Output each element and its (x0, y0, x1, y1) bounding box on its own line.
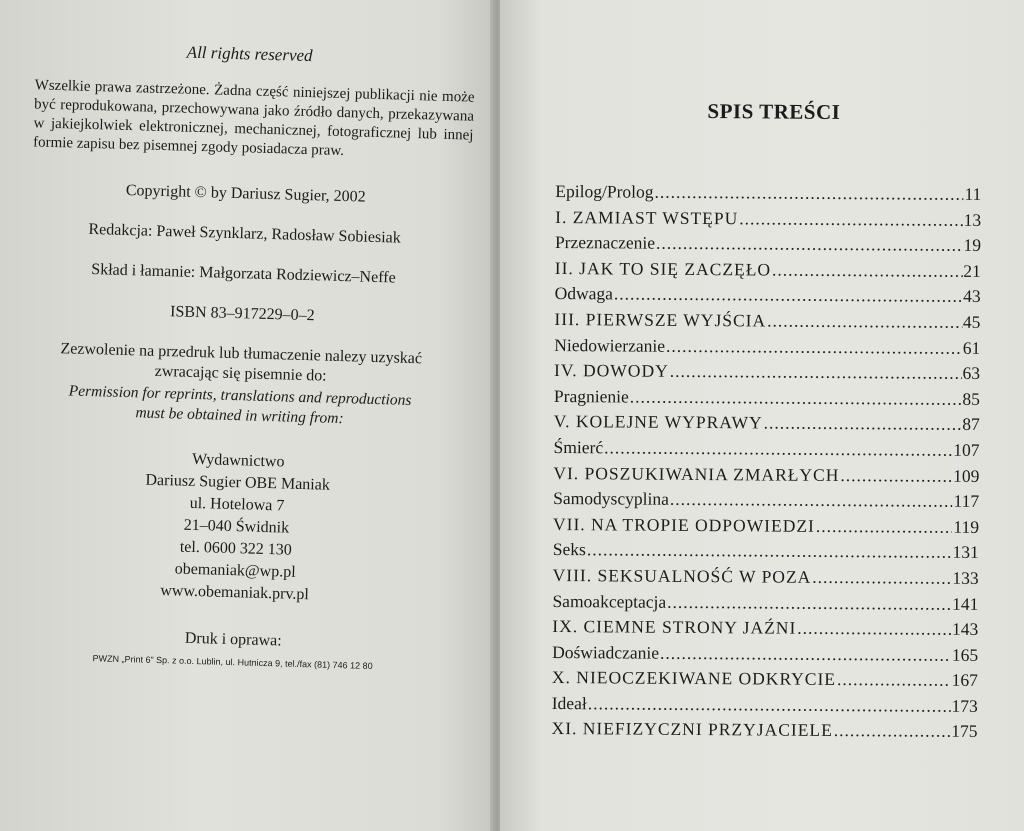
toc-entry-page: 63 (962, 363, 981, 384)
permission-pl-line-2: zwracając się pisemnie do: (154, 362, 327, 385)
toc-entry-page: 19 (963, 235, 982, 256)
print-label: Druk i oprawa: (184, 629, 282, 650)
toc-entry-title: III. PIERWSZE WYJŚCIA (554, 308, 767, 331)
toc-leader-dots (834, 720, 951, 742)
toc-entry-page: 87 (962, 414, 980, 435)
toc-leader-dots (587, 540, 952, 564)
toc-entry (552, 667, 978, 696)
toc-entry (553, 565, 979, 594)
publisher-line: 21–040 Świdnik (183, 516, 290, 537)
toc-entry (555, 207, 981, 236)
toc-entry-title: Epilog/Prolog (555, 180, 654, 202)
toc-leader-dots (670, 489, 953, 512)
toc-entry (555, 258, 981, 287)
toc-entry (552, 590, 978, 619)
toc-leader-dots (666, 335, 962, 358)
publisher-line: tel. 0600 322 130 (179, 538, 293, 559)
toc-entry-page: 173 (951, 695, 978, 716)
toc-entry (554, 335, 980, 364)
toc-entry-page: 143 (951, 618, 979, 640)
toc-entry-page: 21 (963, 260, 981, 281)
toc-entry-title: IX. CIEMNE STRONY JAŹNI (552, 616, 797, 638)
permission-pl-line-1: Zezwolenie na przedruk lub tłumaczenie nalezy uzyskać (60, 340, 423, 368)
toc-entry (554, 309, 980, 338)
left-page (0, 0, 496, 831)
toc-entry-page: 61 (962, 337, 981, 358)
toc-leader-dots (614, 284, 962, 307)
toc-entry-title: II. JAK TO SIĘ ZACZĘŁO (554, 257, 772, 280)
toc-entry-page: 43 (963, 286, 981, 307)
toc-entry-title: Przeznaczenie (554, 232, 656, 253)
publisher-line: ul. Hotelowa 7 (189, 494, 285, 515)
toc-entry-page: 85 (962, 388, 980, 409)
toc-entry-page: 133 (952, 567, 979, 588)
toc-entry (551, 718, 977, 747)
toc-entry-page: 175 (951, 721, 978, 742)
toc-entry-title: Doświadczanie (552, 641, 660, 663)
toc-entry-page: 45 (962, 311, 981, 332)
publisher-line: Dariusz Sugier OBE Maniak (145, 471, 331, 494)
typesetting: Skład i łamanie: Małgorzata Rodziewicz–Neffe (91, 261, 396, 287)
permission-en-line-2: must be obtained in writing from: (135, 404, 344, 428)
toc-leader-dots (767, 310, 962, 332)
toc-entry (555, 232, 981, 261)
toc-leader-dots (816, 516, 953, 538)
toc-leader-dots (840, 465, 952, 487)
toc-entry-title: Seks (552, 539, 586, 560)
rights-reserved-pl: Wszelkie prawa zastrzeżone. Żadna część niniejszej publikacji nie może być reprodukowana, przechowywana jako źródło danych, przekazywana w jakiejkolwiek elektronicznej, mechanicznej, fotograficznej lub innej formie zapisu bez pisemnej zgody posiadacza praw. (32, 77, 475, 160)
toc-entry (552, 693, 978, 722)
toc-entry (553, 539, 979, 568)
rights-reserved-en: All rights reserved (186, 42, 313, 66)
toc-entry-title: I. ZAMIAST WSTĘPU (555, 206, 739, 228)
toc-leader-dots (764, 413, 962, 435)
toc-leader-dots (772, 259, 962, 281)
toc-entry-page: 141 (952, 593, 979, 614)
toc-entry (553, 514, 979, 543)
toc-leader-dots (797, 618, 951, 640)
toc-entry-page: 165 (951, 644, 979, 665)
toc-leader-dots (656, 233, 963, 256)
toc-entry-title: VIII. SEKSUALNOŚĆ W POZA (552, 564, 812, 587)
toc-entry-page: 11 (964, 183, 982, 204)
toc-entry-title: Ideał (551, 692, 587, 714)
toc-entry-title: X. NIEOCZEKIWANE ODKRYCIE (551, 667, 837, 690)
toc-leader-dots (837, 669, 951, 691)
isbn: ISBN 83–917229–0–2 (169, 303, 315, 325)
toc-entry-title: Pragnienie (553, 385, 629, 407)
toc-entry-title: Samoakceptacja (552, 590, 667, 612)
toc-entry-title: VI. POSZUKIWANIA ZMARŁYCH (553, 462, 840, 485)
toc-entry-page: 107 (953, 439, 980, 460)
toc-leader-dots (670, 361, 962, 384)
toc-leader-dots (812, 567, 951, 589)
toc-entry-page: 131 (952, 542, 979, 563)
toc-entry-page: 119 (953, 516, 980, 537)
permission-en-line-1: Permission for reprints, translations and reproductions (68, 382, 412, 410)
publisher-line: Wydawnictwo (191, 450, 285, 471)
printer-info: PWZN „Print 6” Sp. z o.o. Lublin, ul. Hutnicza 9, tel./fax (81) 746 12 80 (92, 653, 373, 672)
toc-entry-title: Niedowierzanie (554, 334, 666, 356)
copyright-page-content (4, 38, 477, 678)
publisher-website: www.obemaniak.prv.pl (160, 582, 310, 604)
toc-entry (553, 488, 979, 517)
toc-entry-page: 13 (963, 209, 982, 230)
publisher-address (6, 444, 466, 611)
toc-entry-title: XI. NIEFIZYCZNI PRZYJACIELE (551, 718, 833, 741)
toc-entry-page: 117 (953, 490, 980, 512)
toc-entry (553, 463, 979, 492)
toc-entry-title: Samodyscyplina (553, 488, 669, 509)
toc-leader-dots (660, 642, 951, 665)
toc-entry (555, 181, 981, 210)
editors: Redakcja: Paweł Szynklarz, Radosław Sobiesiak (88, 220, 401, 247)
toc-entry-title: VII. NA TROPIE ODPOWIEDZI (552, 513, 815, 536)
toc-entry-title: Odwaga (554, 283, 614, 304)
right-page (500, 0, 1024, 831)
toc-entry (554, 360, 980, 389)
toc-leader-dots (588, 693, 951, 717)
toc-entry-title: Śmierć (553, 436, 604, 458)
toc-entry (554, 386, 980, 415)
toc-leader-dots (667, 591, 951, 614)
toc-leader-dots (604, 437, 952, 460)
toc-leader-dots (739, 208, 963, 231)
copyright-notice: Copyright © by Dariusz Sugier, 2002 (125, 181, 366, 206)
toc-entry (552, 642, 978, 671)
toc-entry-page: 109 (953, 465, 980, 486)
toc-leader-dots (654, 182, 963, 205)
toc-leader-dots (630, 386, 962, 409)
toc-entry-page: 167 (951, 670, 979, 691)
toc-entry-title: IV. DOWODY (554, 360, 669, 381)
toc-entry-title: V. KOLEJNE WYPRAWY (553, 411, 763, 433)
toc-entry (552, 616, 978, 645)
table-of-contents (551, 98, 981, 747)
toc-entry (553, 437, 979, 466)
publisher-email: obemaniak@wp.pl (174, 560, 296, 581)
toc-entry (554, 411, 980, 440)
toc-entry (555, 283, 981, 312)
toc-title: SPIS TREŚCI (707, 99, 841, 124)
